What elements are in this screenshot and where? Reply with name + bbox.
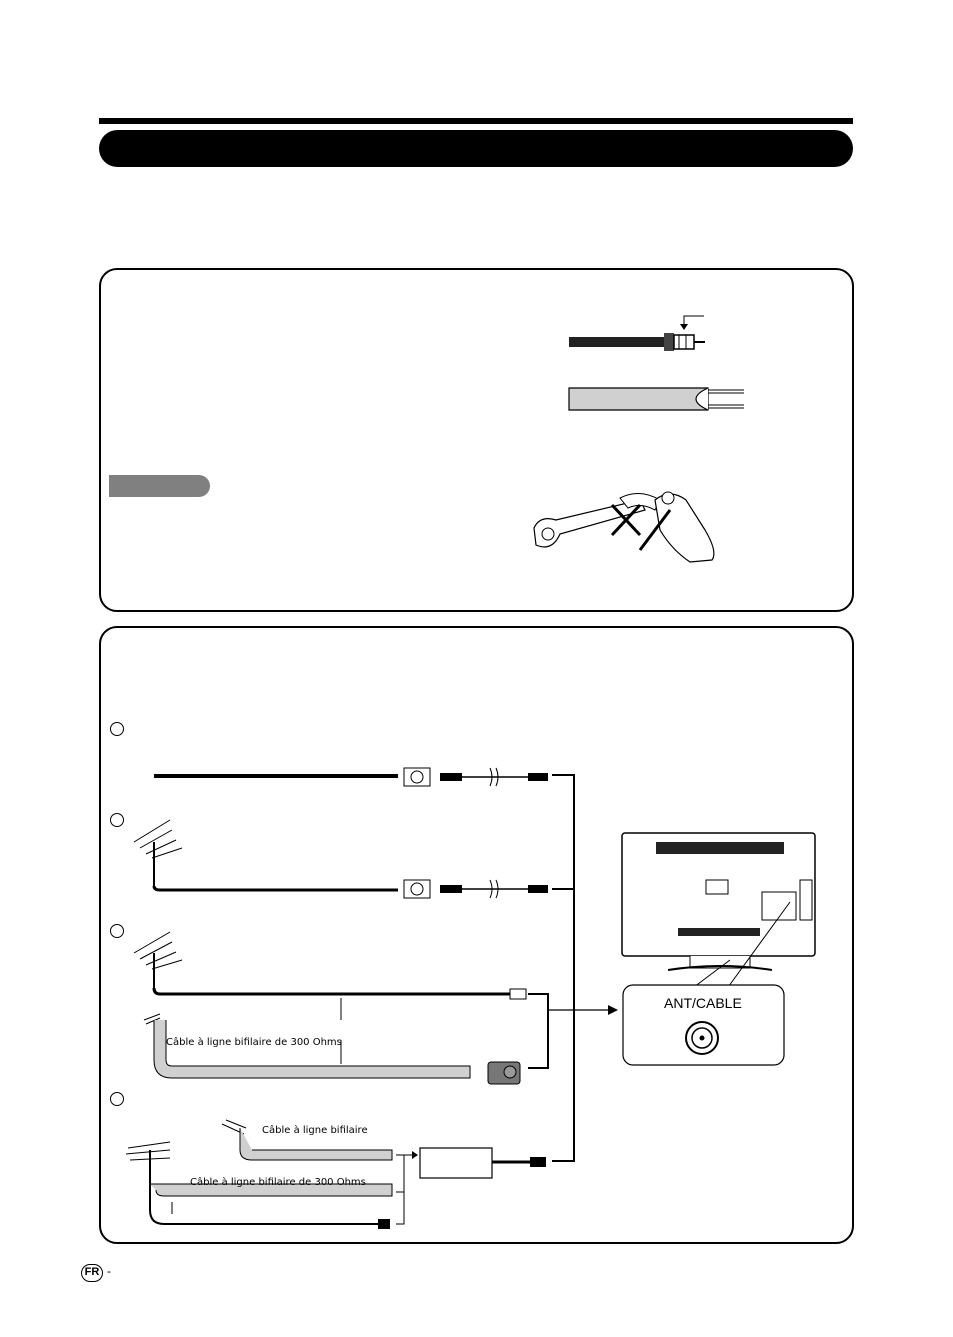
connector-lines bbox=[528, 775, 618, 1161]
twin-lead-illustration bbox=[569, 388, 744, 410]
twin-lead-300-label: Câble à ligne bifilaire de 300 Ohms bbox=[166, 1037, 342, 1048]
antenna-line-3 bbox=[134, 932, 526, 1084]
tv-back-illustration bbox=[622, 833, 815, 990]
ant-cable-label: ANT/CABLE bbox=[664, 995, 742, 1011]
twin-lead-300-label-b: Câble à ligne bifilaire de 300 Ohms bbox=[190, 1177, 366, 1188]
twin-lead-label: Câble à ligne bifilaire bbox=[262, 1125, 368, 1136]
page-number-dash: - bbox=[107, 1264, 111, 1278]
coaxial-cable-illustration bbox=[569, 316, 705, 351]
cable-line-1 bbox=[154, 768, 548, 786]
wrench-warning-illustration bbox=[534, 492, 714, 562]
antenna-line-4 bbox=[126, 1120, 546, 1229]
language-badge: FR bbox=[81, 1264, 103, 1282]
antenna-line-2 bbox=[134, 820, 548, 898]
